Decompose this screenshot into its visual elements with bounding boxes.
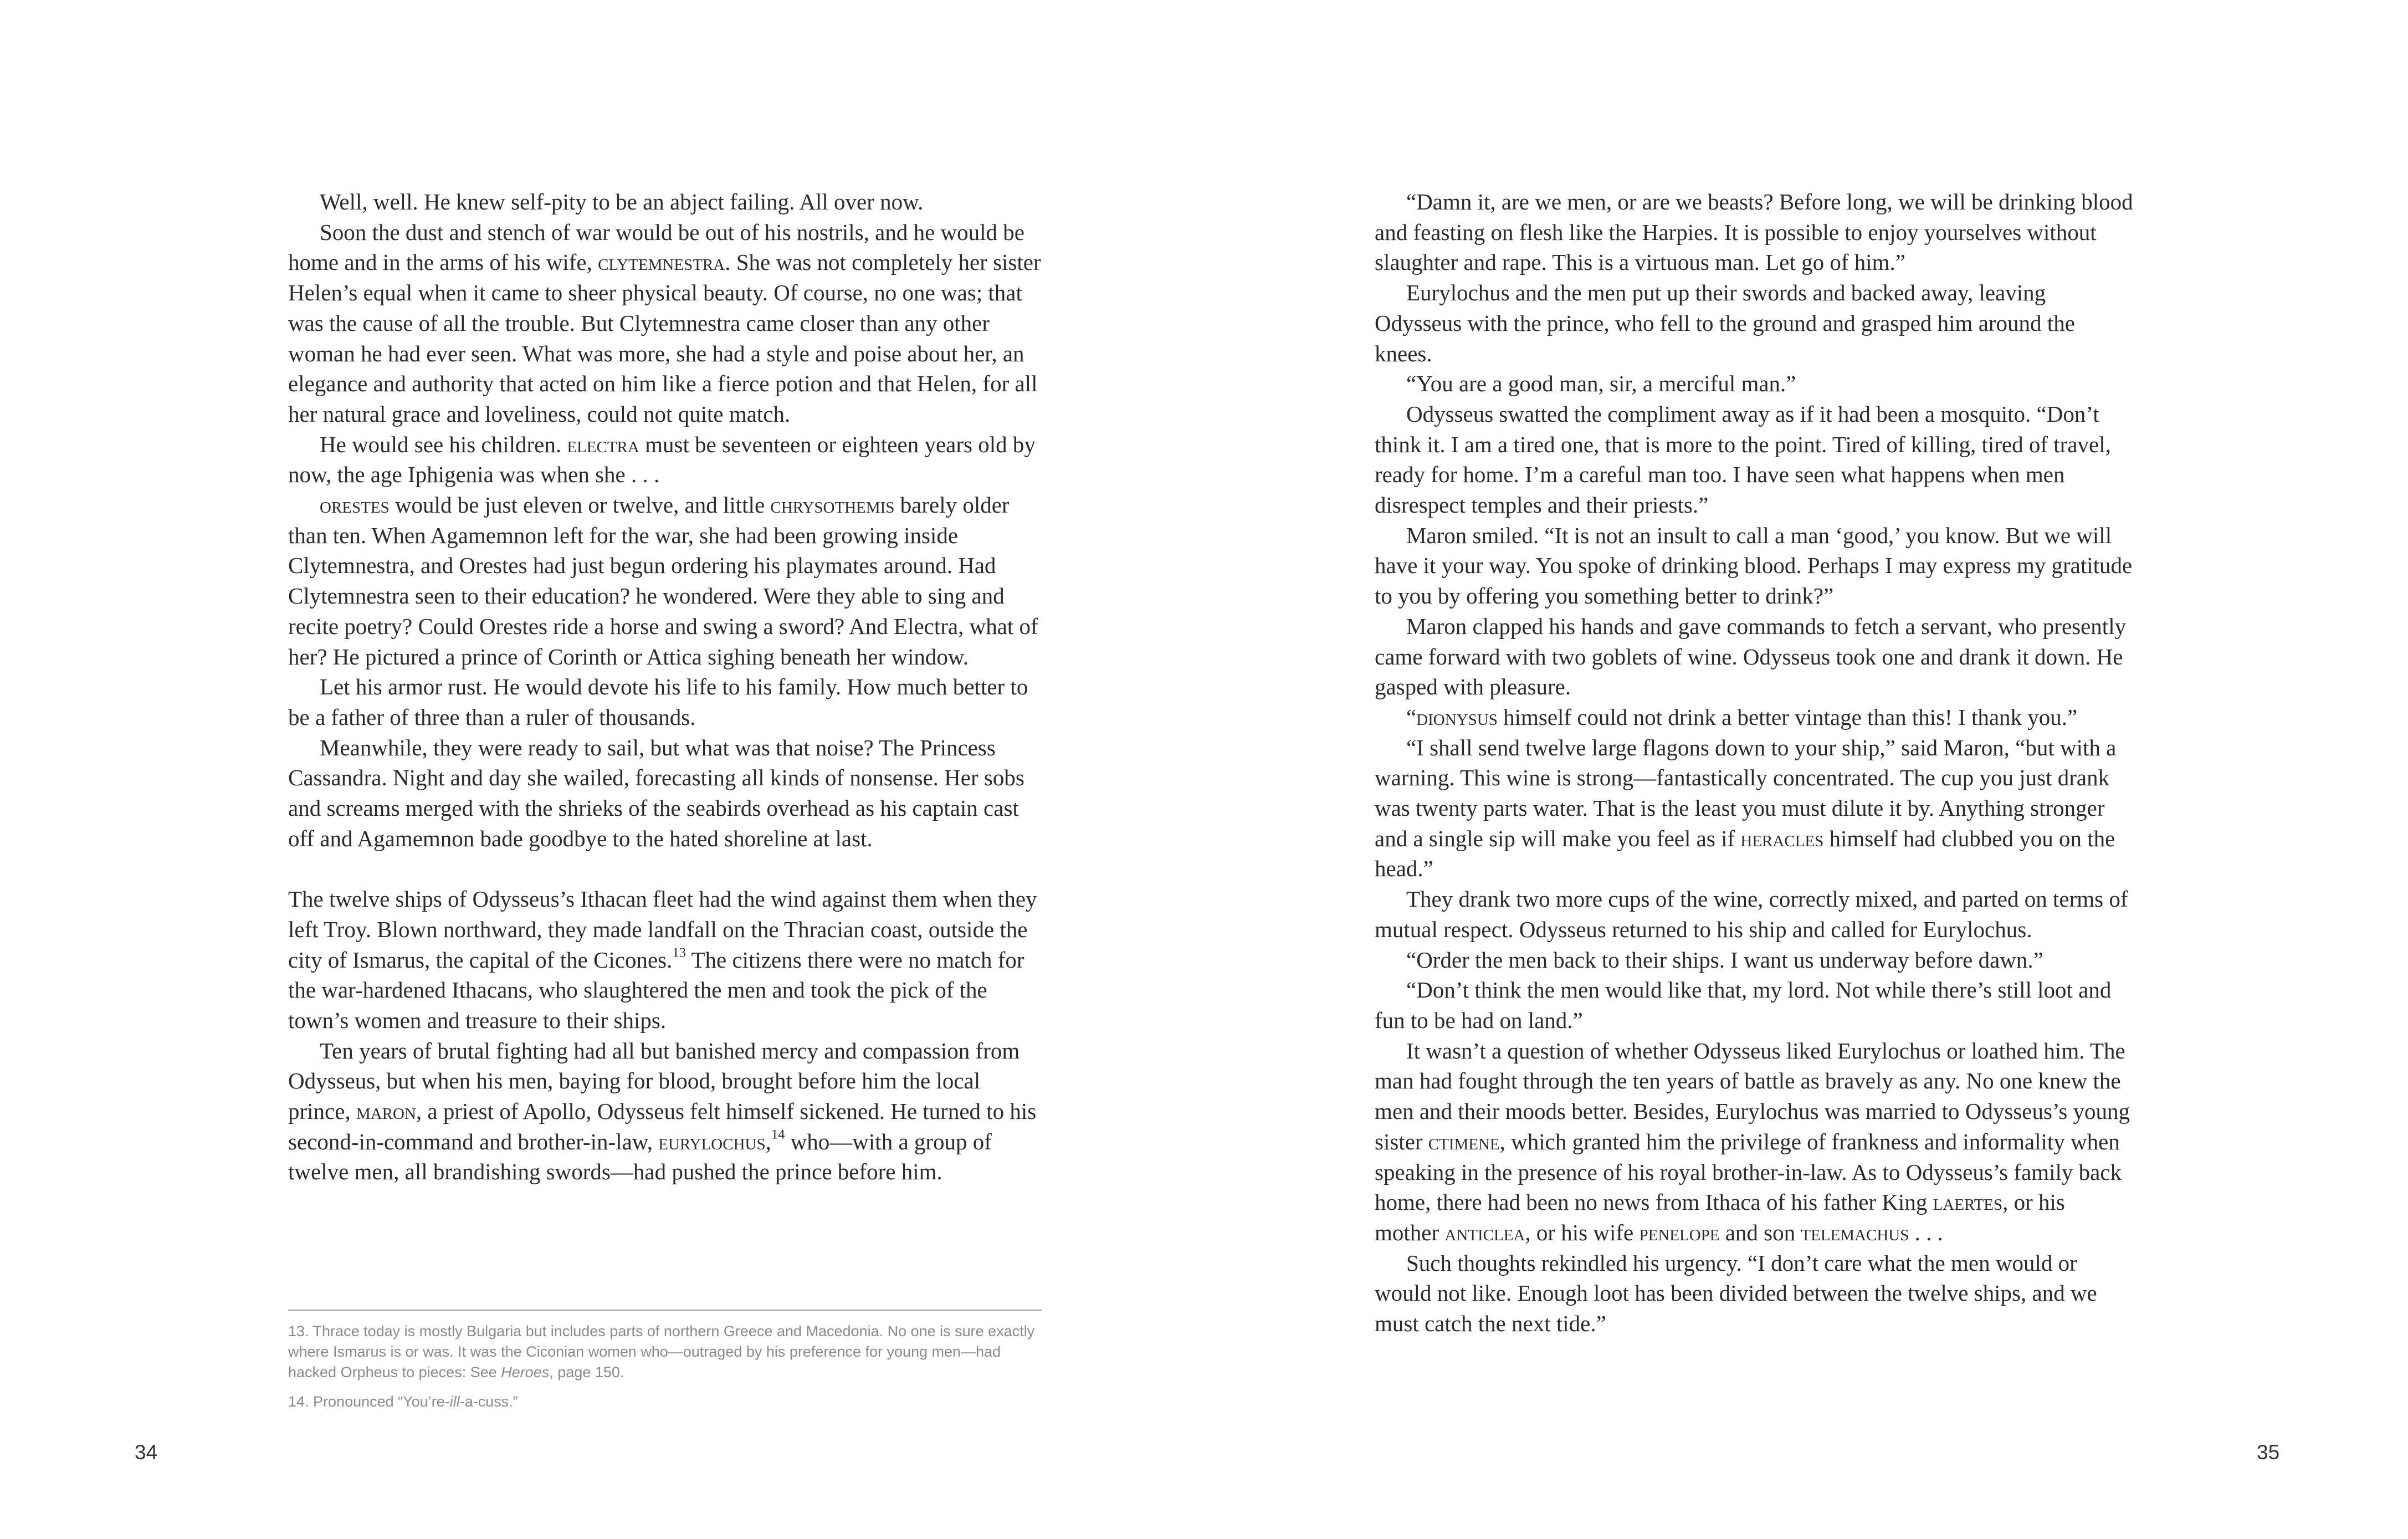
text-run: would be just eleven or twelve, and little xyxy=(389,492,771,518)
footnotes xyxy=(288,1321,1042,1421)
paragraph xyxy=(1375,884,2134,944)
text-run: , a priest of Apollo, Odysseus felt himself sickened. He turned to his second-in-command and brother-in-law, xyxy=(288,1098,1037,1154)
text-run: Maron smiled. “It is not an insult to call a man ‘good,’ you know. But we will have it your way. You spoke of drinking blood. Perhaps I may express my gratitude to you by offering you something better to drink?” xyxy=(1375,522,2133,609)
text-run: 14. Pronounced “You’re- xyxy=(288,1393,450,1410)
text-run: The twelve ships of Odysseus’s Ithacan fleet had the wind against them when they left Troy. Blown northward, they made landfall on the Thracian coast, outside the city of Ismarus, the capital of the Cicones. xyxy=(288,886,1037,973)
footnote xyxy=(288,1321,1042,1383)
paragraph xyxy=(288,672,1047,732)
text-run: Maron clapped his hands and gave commands to fetch a servant, who presently came forward with two goblets of wine. Odysseus took one and drank it down. He gasped with pleasure. xyxy=(1375,613,2127,700)
page-number-left: 34 xyxy=(135,1441,158,1464)
paragraph xyxy=(288,1036,1047,1188)
paragraph xyxy=(1375,369,2134,399)
footnote-marker: 14 xyxy=(771,1127,785,1142)
paragraph xyxy=(1375,1248,2134,1339)
character-name: orestes xyxy=(320,492,390,518)
text-run: “Damn it, are we men, or are we beasts? Before long, we will be drinking blood and feasting on flesh like the Harpies. It is possible to enjoy yourselves without slaughter and rape. This is a virtuous man. Let go of him.” xyxy=(1375,189,2133,275)
footnote xyxy=(288,1392,1042,1412)
paragraph xyxy=(288,884,1047,1036)
paragraph xyxy=(1375,187,2134,278)
text-run: barely older than ten. When Agamemnon left for the war, she had been growing inside Clytemnestra, and Orestes had just begun ordering his playmates around. Had Clytemnestra seen to their education? he wondered. Were they able to sing and recite poetry? Could Orestes ride a horse and swing a sword? And Electra, what of her? He pictured a prince of Corinth or Attica sighing beneath her window. xyxy=(288,492,1038,669)
character-name: heracles xyxy=(1740,825,1824,851)
text-run: It wasn’t a question of whether Odysseus liked Eurylochus or loathed him. The man had fought through the ten years of battle as bravely as any. No one knew the men and their moods better. Besides, Eurylochus was married to Odysseus’s young sister xyxy=(1375,1037,2130,1154)
right-body-text xyxy=(1375,187,2134,1339)
paragraph xyxy=(1375,945,2134,975)
text-run: Eurylochus and the men put up their swords and backed away, leaving Odysseus with the prince, who fell to the ground and grasped him around the knees. xyxy=(1375,280,2075,366)
text-run: -a-cuss.” xyxy=(459,1393,518,1410)
character-name: clytemnestra xyxy=(598,249,725,275)
character-name: eurylochus xyxy=(658,1128,766,1154)
character-name: chrysothemis xyxy=(770,492,895,518)
text-run: , or his mother xyxy=(1375,1189,2065,1245)
italic-text: ill xyxy=(449,1393,460,1410)
text-run: and son xyxy=(1719,1219,1801,1245)
paragraph xyxy=(288,187,1047,217)
left-body-text xyxy=(288,187,1047,1187)
text-run: 13. Thrace today is mostly Bulgaria but includes parts of northern Greece and Macedonia. No one is sure exactly where Ismarus is or was. It was the Ciconian women who—outraged by his preference for young men—had hacked Orpheus to pieces: See xyxy=(288,1323,1035,1381)
text-run: Odysseus swatted the compliment away as if it had been a mosquito. “Don’t think it. I am a tired one, that is more to the point. Tired of killing, tired of travel, ready for home. I’m a careful man too. I have seen what happens when men disrespect temples and their priests.” xyxy=(1375,401,2111,518)
text-run: Ten years of brutal fighting had all but banished mercy and compassion from Odysseus, but when his men, baying for blood, brought before him the local prince, xyxy=(288,1037,1020,1124)
character-name: penelope xyxy=(1639,1219,1720,1245)
character-name: electra xyxy=(567,431,639,457)
text-run: himself could not drink a better vintage than this! I thank you.” xyxy=(1497,704,2078,730)
paragraph xyxy=(1375,520,2134,611)
text-run: , or his wife xyxy=(1525,1219,1640,1245)
paragraph xyxy=(288,490,1047,672)
character-name: ctimene xyxy=(1428,1128,1500,1154)
text-run: Well, well. He knew self-pity to be an abject failing. All over now. xyxy=(320,189,924,214)
text-run: , xyxy=(765,1128,771,1154)
paragraph xyxy=(288,217,1047,430)
paragraph xyxy=(1375,733,2134,884)
paragraph xyxy=(1375,702,2134,733)
right-page xyxy=(1204,0,2408,1539)
character-name: telemachus xyxy=(1801,1219,1909,1245)
paragraph xyxy=(1375,1036,2134,1248)
paragraph xyxy=(1375,975,2134,1035)
paragraph xyxy=(1375,399,2134,520)
page-number-right: 35 xyxy=(2257,1441,2280,1464)
text-run: Soon the dust and stench of war would be out of his nostrils, and he would be home and in the arms of his wife, xyxy=(288,219,1024,275)
text-run: , which granted him the privilege of frankness and informality when speaking in the presence of his royal brother-in-law. As to Odysseus’s family back home, there had been no news from Ithaca of his father King xyxy=(1375,1128,2122,1215)
footnote-divider xyxy=(288,1310,1042,1311)
text-run: “ xyxy=(1406,704,1417,730)
character-name: dionysus xyxy=(1416,704,1498,730)
text-run: himself had clubbed you on the head.” xyxy=(1375,825,2115,882)
text-run: Let his armor rust. He would devote his life to his family. How much better to be a father of three than a ruler of thousands. xyxy=(288,674,1028,730)
text-run: The citizens there were no match for the war-hardened Ithacans, who slaughtered the men and took the pick of the town’s women and treasure to their ships. xyxy=(288,947,1024,1033)
text-run: He would see his children. xyxy=(320,431,567,457)
paragraph xyxy=(288,733,1047,854)
text-run: “Order the men back to their ships. I want us underway before dawn.” xyxy=(1406,947,2043,973)
italic-text: Heroes xyxy=(501,1364,550,1381)
text-run: must be seventeen or eighteen years old by now, the age Iphigenia was when she . . . xyxy=(288,431,1036,488)
paragraph xyxy=(1375,278,2134,369)
footnote-marker: 13 xyxy=(672,944,686,960)
text-run: “You are a good man, sir, a merciful man.” xyxy=(1406,371,1796,397)
text-run: “I shall send twelve large flagons down to your ship,” said Maron, “but with a warning. This wine is strong—fantastically concentrated. The cup you just drank was twenty parts water. That is the least you must dilute it by. Anything stronger and a single sip will make you feel as if xyxy=(1375,734,2117,851)
character-name: maron xyxy=(356,1098,416,1124)
text-run: “Don’t think the men would like that, my lord. Not while there’s still loot and fun to be had on land.” xyxy=(1375,977,2112,1033)
text-run: . . . xyxy=(1909,1219,1943,1245)
character-name: laertes xyxy=(1933,1189,2003,1215)
text-run: who—with a group of twelve men, all brandishing swords—had pushed the prince before him. xyxy=(288,1128,992,1185)
text-run: , page 150. xyxy=(549,1364,624,1381)
text-run: Such thoughts rekindled his urgency. “I don’t care what the men would or would not like. Enough loot has been divided between the twelve ships, and we must catch the next tide.” xyxy=(1375,1250,2097,1337)
character-name: anticlea xyxy=(1444,1219,1525,1245)
text-run: Meanwhile, they were ready to sail, but what was that noise? The Princess Cassandra. Night and day she wailed, forecasting all kinds of nonsense. Her sobs and screams merged with the shrieks of the seabirds overhead as his captain cast off and Agamemnon bade goodbye to the hated shoreline at last. xyxy=(288,734,1024,851)
text-run: . She was not completely her sister Helen’s equal when it came to sheer physical beauty. Of course, no one was; that was the cause of all the trouble. But Clytemnestra came closer than any other woman he had ever seen. What was more, she had a style and poise about her, an elegance and authority that acted on him like a fierce potion and that Helen, for all her natural grace and loveliness, could not quite match. xyxy=(288,249,1041,427)
text-run: They drank two more cups of the wine, correctly mixed, and parted on terms of mutual respect. Odysseus returned to his ship and called for Eurylochus. xyxy=(1375,886,2128,942)
paragraph xyxy=(288,430,1047,490)
paragraph xyxy=(1375,611,2134,702)
